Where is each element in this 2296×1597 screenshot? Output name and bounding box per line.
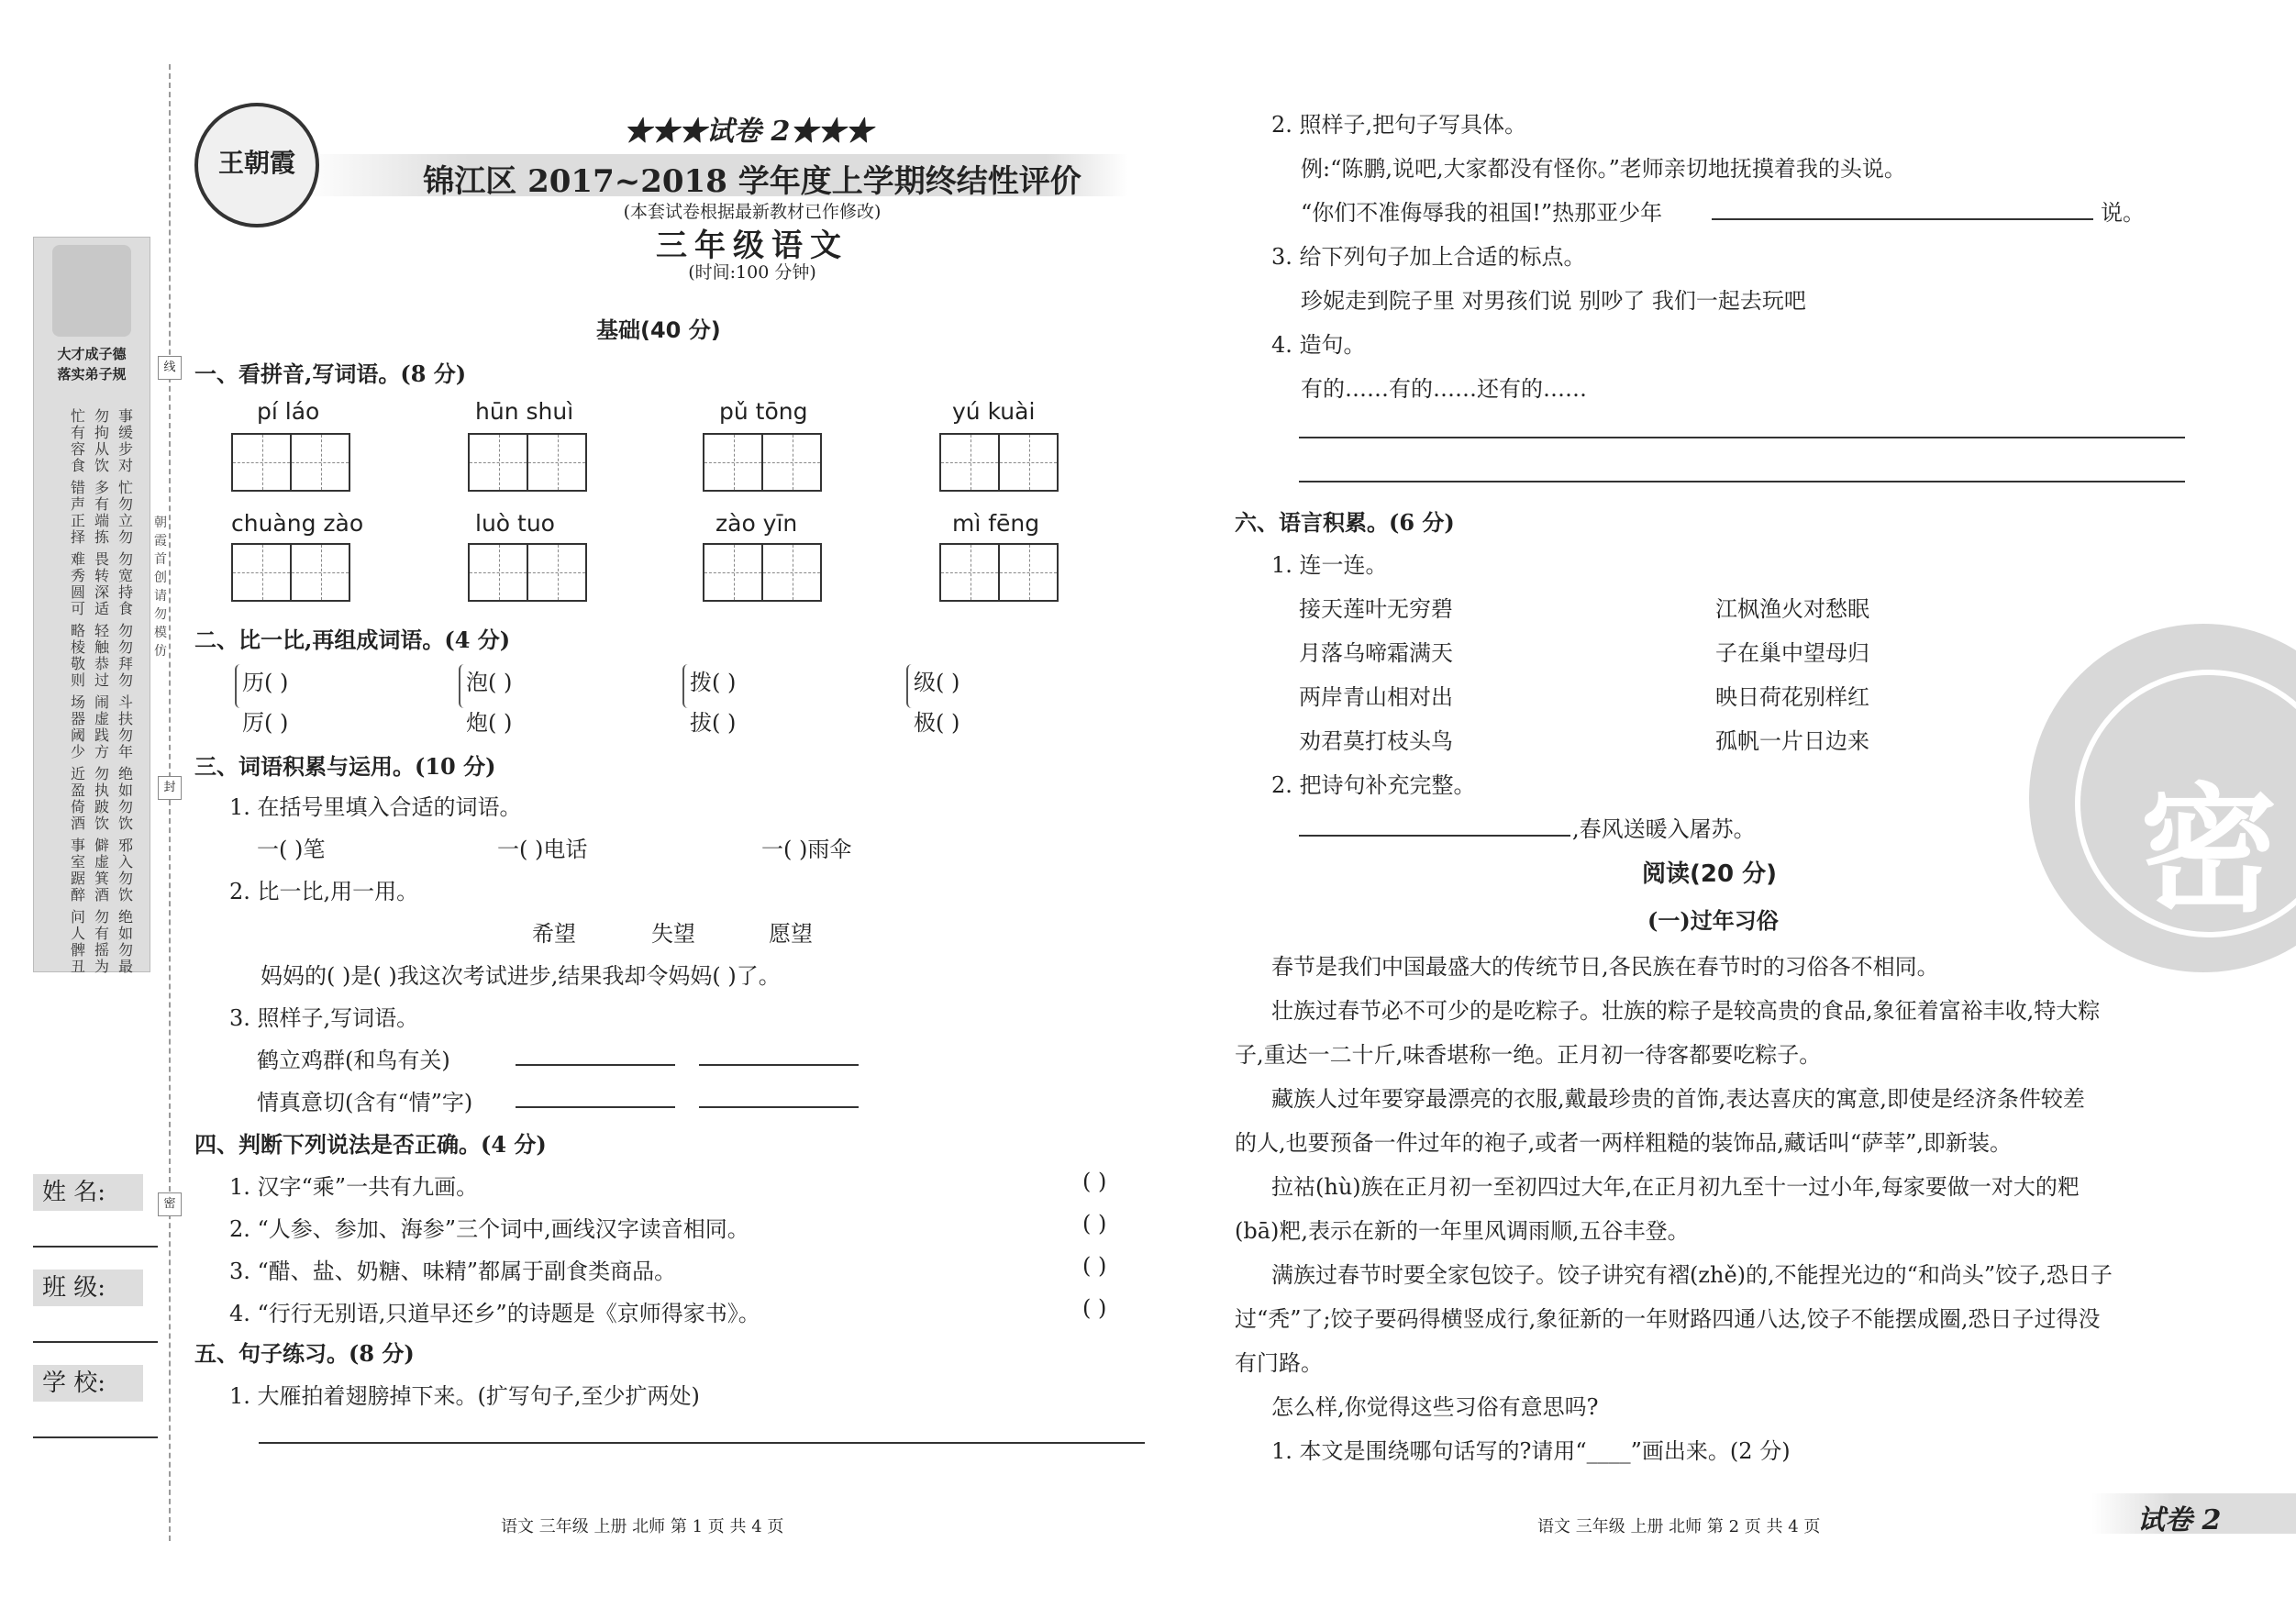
judge-paren-4[interactable]: ( ): [1082, 1295, 1107, 1321]
passage-line-6: 拉祜(hù)族在正月初一至初四过大年,在正月初九至十一过小年,每家要做一对大的粑: [1271, 1174, 2080, 1200]
s3-q2: 2. 比一比,用一用。: [229, 879, 419, 904]
r-q2: 2. 照样子,把句子写具体。: [1271, 112, 1527, 138]
r-s6-q1: 1. 连一连。: [1271, 552, 1388, 578]
compare-top-4[interactable]: 级( ): [914, 670, 960, 695]
motto-column: 轻 触 恭 过: [94, 622, 109, 689]
name-label: 姓 名:: [33, 1174, 143, 1211]
r-q4-line-1[interactable]: [1299, 437, 2185, 438]
r-q4-pattern: 有的……有的……还有的……: [1301, 376, 1587, 402]
s3-q3-a-blank-2[interactable]: [699, 1064, 859, 1066]
class-label: 班 级:: [33, 1270, 143, 1306]
motto-column: 僻 虚 箕 酒: [94, 837, 109, 904]
char-grid-5[interactable]: [231, 543, 350, 602]
motto-column: 闹 虚 践 方: [94, 693, 109, 760]
passage-line-10: 有门路。: [1235, 1350, 1323, 1376]
compare-top-3[interactable]: 拨( ): [690, 670, 737, 695]
brace-4: [906, 664, 914, 708]
pinyin-2: hūn shuì: [475, 398, 574, 425]
grade-subject: 三年级语文: [656, 227, 849, 264]
pinyin-1: pí láo: [257, 398, 320, 425]
s5-q1-answer-line[interactable]: [259, 1442, 1145, 1444]
motto-column: 略 棱 敬 则: [70, 622, 85, 689]
motto-column: 事 室 踞 醉: [70, 837, 85, 904]
motto-column: 难 秀 圆 可: [70, 550, 85, 617]
pinyin-6: luò tuo: [475, 510, 555, 537]
r-q2-example: 例:“陈鹏,说吧,大家都没有怪你。”老师亲切地抚摸着我的头说。: [1301, 156, 1906, 182]
judge-item-2: 2. “人参、参加、海参”三个词中,画线汉字读音相同。: [229, 1216, 749, 1242]
motto-column: 勿 有 摇 为: [94, 908, 109, 975]
char-grid-8[interactable]: [939, 543, 1059, 602]
poem-left-3[interactable]: 两岸青山相对出: [1299, 684, 1453, 710]
section-5-title: 五、句子练习。(8 分): [194, 1340, 415, 1367]
seal-mark-xian: 线: [158, 356, 182, 380]
char-grid-6[interactable]: [468, 543, 587, 602]
motto-column: 忙 有 容 食: [70, 407, 85, 474]
judge-paren-3[interactable]: ( ): [1082, 1253, 1107, 1279]
r-q3-sentence[interactable]: 珍妮走到院子里 对男孩们说 别吵了 我们一起去玩吧: [1301, 288, 1806, 314]
section-1-title: 一、看拼音,写词语。(8 分): [194, 360, 467, 387]
r-q4-line-2[interactable]: [1299, 481, 2185, 482]
compare-bottom-2[interactable]: 炮( ): [466, 710, 513, 736]
side-motto-2: 落实弟子规: [57, 366, 127, 383]
passage-line-9: 过“秃”了;饺子要码得横竖成行,象征新的一年财路四通八达,饺子不能摆成圈,恐日子过得没: [1235, 1306, 2101, 1332]
s3-q3-b-blank-2[interactable]: [699, 1106, 859, 1108]
s3-q3-a: 鹤立鸡群(和鸟有关): [257, 1048, 450, 1073]
motto-column: 场 器 阈 少: [70, 693, 85, 760]
r-s6-q2-line: ,春风送暖入屠苏。: [1572, 816, 1756, 842]
section-6-title: 六、语言积累。(6 分): [1235, 509, 1455, 536]
char-grid-3[interactable]: [703, 433, 822, 492]
char-grid-7[interactable]: [703, 543, 822, 602]
motto-column: 畏 转 深 适: [94, 550, 109, 617]
r-s6-q2-blank[interactable]: [1299, 835, 1570, 837]
secret-stamp-inner: 密: [2075, 670, 2296, 937]
pinyin-3: pǔ tōng: [719, 398, 808, 425]
compare-bottom-3[interactable]: 拔( ): [690, 710, 737, 736]
motto-column: 问 人 髀 丑: [70, 908, 85, 975]
motto-column: 绝 如 勿 最: [117, 908, 133, 975]
pinyin-8: mì fēng: [952, 510, 1040, 537]
s3-q3: 3. 照样子,写词语。: [229, 1005, 419, 1031]
exam-title: 锦江区 2017~2018 学年度上学期终结性评价: [423, 163, 1081, 200]
s3-q3-b: 情真意切(含有“情”字): [257, 1090, 473, 1115]
judge-item-1: 1. 汉字“乘”一共有九画。: [229, 1174, 479, 1200]
passage-line-1: 春节是我们中国最盛大的传统节日,各民族在春节时的习俗各不相同。: [1271, 954, 1939, 980]
right-footer: 语文 三年级 上册 北师 第 2 页 共 4 页: [1537, 1517, 1821, 1536]
char-grid-4[interactable]: [939, 433, 1059, 492]
pinyin-7: zào yīn: [715, 510, 798, 537]
brace-3: [682, 664, 690, 708]
s5-q1: 1. 大雁拍着翅膀掉下来。(扩写句子,至少扩两处): [229, 1383, 700, 1409]
seal-mark-mi: 密: [158, 1192, 182, 1216]
seal-mark-feng: 封: [158, 776, 182, 800]
motto-column: 斗 扶 勿 年: [117, 693, 133, 760]
pinyin-5: chuàng zào: [231, 510, 364, 537]
s3-q1: 1. 在括号里填入合适的词语。: [229, 794, 522, 820]
compare-top-1[interactable]: 历( ): [242, 670, 289, 695]
base-title: 基础(40 分): [596, 317, 721, 343]
motto-column: 忙 勿 立 勿: [117, 479, 133, 546]
r-s6-q2: 2. 把诗句补充完整。: [1271, 772, 1476, 798]
s3-q3-a-blank-1[interactable]: [516, 1064, 675, 1066]
brand-logo: 王朝霞: [194, 103, 319, 227]
side-motto-1: 大才成子德: [57, 346, 127, 362]
poem-right-3[interactable]: 映日荷花别样红: [1715, 684, 1869, 710]
judge-item-3: 3. “醋、盐、奶糖、味精”都属于副食类商品。: [229, 1259, 677, 1284]
passage-line-5: 的人,也要预备一件过年的袍子,或者一两样粗糙的装饰品,藏话叫“萨莘”,即新装。: [1235, 1130, 2013, 1156]
left-footer: 语文 三年级 上册 北师 第 1 页 共 4 页: [501, 1517, 784, 1536]
judge-paren-2[interactable]: ( ): [1082, 1211, 1107, 1237]
paper-tag-bottom: 试卷 2: [2137, 1504, 2222, 1536]
class-field[interactable]: [33, 1341, 158, 1343]
scholar-cartoon-icon: [52, 245, 131, 337]
motto-column: 勿 拘 从 饮: [94, 407, 109, 474]
passage-line-8: 满族过春节时要全家包饺子。饺子讲究有褶(zhě)的,不能捏光边的“和尚头”饺子,恐日子: [1271, 1262, 2113, 1288]
section-4-title: 四、判断下列说法是否正确。(4 分): [194, 1131, 547, 1158]
passage-line-3: 子,重达一二十斤,味香堪称一绝。正月初一待客都要吃粽子。: [1235, 1042, 1822, 1068]
paper-tag: ★★★试卷 2★★★: [624, 116, 873, 148]
s3-q2-sentence[interactable]: 妈妈的( )是( )我这次考试进步,结果我却令妈妈( )了。: [261, 963, 781, 989]
side-motto-panel: [33, 237, 150, 975]
passage-line-11: 怎么样,你觉得这些习俗有意思吗?: [1271, 1394, 1599, 1420]
binding-dash-line: [169, 64, 171, 1541]
passage-line-4: 藏族人过年要穿最漂亮的衣服,戴最珍贵的首饰,表达喜庆的寓意,即使是经济条件较差: [1271, 1086, 2085, 1112]
s3-q1-item-1[interactable]: 一( )笔: [257, 837, 326, 862]
r-q2-task-a: “你们不准侮辱我的祖国!”热那亚少年: [1301, 200, 1663, 226]
brace-1: [235, 664, 242, 708]
reading-title: 阅读(20 分): [1642, 860, 1777, 888]
judge-paren-1[interactable]: ( ): [1082, 1169, 1107, 1194]
motto-column: 邪 入 勿 饮: [117, 837, 133, 904]
poem-left-1[interactable]: 接天莲叶无穷碧: [1299, 596, 1453, 622]
motto-column: 多 有 端 拣: [94, 479, 109, 546]
char-grid-2[interactable]: [468, 433, 587, 492]
passage-line-7: (bā)粑,表示在新的一年里风调雨顺,五谷丰登。: [1235, 1218, 1690, 1244]
pinyin-4: yú kuài: [952, 398, 1036, 425]
exam-subtitle: (本套试卷根据最新教材已作修改): [623, 202, 882, 222]
exam-time: (时间:100 分钟): [688, 262, 816, 283]
r-q4: 4. 造句。: [1271, 332, 1366, 358]
s3-q2-word-1: 希望: [532, 921, 576, 947]
motto-column: 绝 如 勿 饮: [117, 765, 133, 832]
s3-q3-b-blank-1[interactable]: [516, 1106, 675, 1108]
poem-right-4[interactable]: 孤帆一片日边来: [1715, 728, 1869, 754]
motto-column: 近 盈 倚 酒: [70, 765, 85, 832]
judge-item-4: 4. “行行无别语,只道早还乡”的诗题是《京师得家书》。: [229, 1301, 760, 1326]
poem-left-4[interactable]: 劝君莫打枝头鸟: [1299, 728, 1453, 754]
motto-column: 错 声 正 择: [70, 479, 85, 546]
motto-column: 事 缓 步 对: [117, 407, 133, 474]
motto-column: 勿 执 跛 饮: [94, 765, 109, 832]
s3-q1-item-3[interactable]: 一( )雨伞: [761, 837, 852, 862]
poem-right-1[interactable]: 江枫渔火对愁眠: [1715, 596, 1869, 622]
poem-left-2[interactable]: 月落乌啼霜满天: [1299, 640, 1453, 666]
school-label: 学 校:: [33, 1365, 143, 1402]
reading-q1: 1. 本文是围绕哪句话写的?请用“____”画出来。(2 分): [1271, 1438, 1791, 1464]
s3-q1-item-2[interactable]: 一( )电话: [497, 837, 588, 862]
passage-line-2: 壮族过春节必不可少的是吃粽子。壮族的粽子是较高贵的食品,象征着富裕丰收,特大粽: [1271, 998, 2101, 1024]
reading-subtitle: (一)过年习俗: [1647, 907, 1779, 934]
s3-q2-word-3: 愿望: [769, 921, 813, 947]
school-field[interactable]: [33, 1436, 158, 1438]
compare-top-2[interactable]: 泡( ): [466, 670, 513, 695]
name-field[interactable]: [33, 1246, 158, 1248]
s3-q2-word-2: 失望: [651, 921, 695, 947]
r-q3: 3. 给下列句子加上合适的标点。: [1271, 244, 1586, 270]
compare-bottom-4[interactable]: 极( ): [914, 710, 960, 736]
r-q2-blank[interactable]: [1712, 218, 2093, 220]
r-q2-task-b: 说。: [2101, 200, 2145, 226]
motto-column: 勿 宽 持 食: [117, 550, 133, 617]
section-2-title: 二、比一比,再组成词语。(4 分): [194, 627, 511, 653]
compare-bottom-1[interactable]: 厉( ): [242, 710, 289, 736]
section-3-title: 三、词语积累与运用。(10 分): [194, 753, 496, 780]
char-grid-1[interactable]: [231, 433, 350, 492]
vertical-note: 朝 霞 首 创 请 勿 模 仿: [154, 516, 167, 659]
motto-column: 勿 勿 拜 勿: [117, 622, 133, 689]
brace-2: [459, 664, 466, 708]
poem-right-2[interactable]: 子在巢中望母归: [1715, 640, 1869, 666]
